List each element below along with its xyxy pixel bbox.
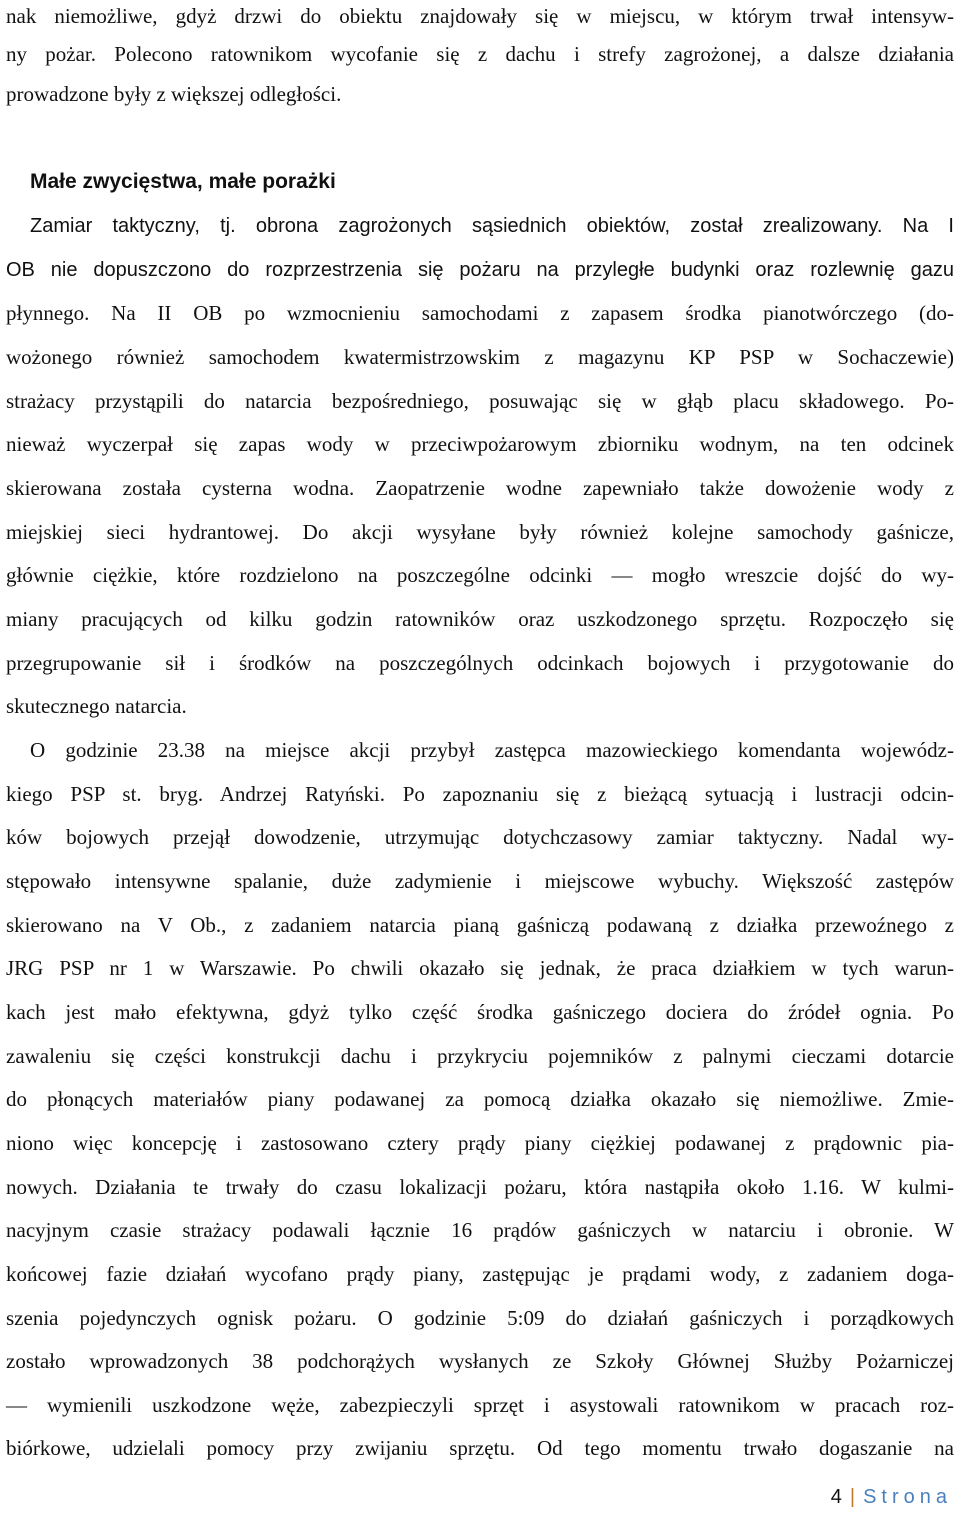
text-line: głównie ciężkie, które rozdzielono na poszczególne odcinki — mogło wreszcie dojść do wy-	[6, 563, 954, 587]
text-line: skutecznego natarcia.	[6, 694, 187, 718]
text-line: — wymienili uszkodzone węże, zabezpieczyli sprzęt i asystowali ratownikom w pracach roz-	[6, 1393, 954, 1417]
text-line: nak niemożliwe, gdyż drzwi do obiektu znajdowały się w miejscu, w którym trwał intensyw-	[6, 4, 954, 28]
text-line: płynnego. Na II OB po wzmocnieniu samochodami z zapasem środka pianotwórczego (do-	[6, 301, 954, 325]
text-line: zostało wprowadzonych 38 podchorążych wysłanych ze Szkoły Głównej Służby Pożarniczej	[6, 1349, 954, 1373]
text-line: biórkowe, udzielali pomocy przy zwijaniu sprzętu. Od tego momentu trwało dogaszanie na	[6, 1436, 954, 1460]
text-line: kiego PSP st. bryg. Andrzej Ratyński. Po zapoznaniu się z bieżącą sytuacją i lustracji odcin-	[6, 782, 954, 806]
text-line: skierowano na V Ob., z zadaniem natarcia pianą gaśniczą podawaną z działka przewoźnego z	[6, 913, 954, 937]
text-line: miejskiej sieci hydrantowej. Do akcji wysyłane były również kolejne samochody gaśnicze,	[6, 520, 954, 544]
text-line: zawaleniu się części konstrukcji dachu i przykryciu pojemników z palnymi cieczami dotarcie	[6, 1044, 954, 1068]
text-line: nacyjnym czasie strażacy podawali łącznie 16 prądów gaśniczych w natarciu i obronie. W	[6, 1218, 954, 1242]
text-line: JRG PSP nr 1 w Warszawie. Po chwili okazało się jednak, że praca działkiem w tych warun-	[6, 956, 954, 980]
text-line: przegrupowanie sił i środków na poszczególnych odcinkach bojowych i przygotowanie do	[6, 651, 954, 675]
section-heading: Małe zwycięstwa, małe porażki	[30, 170, 336, 193]
text-line: strażacy przystąpili do natarcia bezpośredniego, posuwając się w głąb placu składowego. Po-	[6, 389, 954, 413]
footer-separator: |	[849, 1486, 856, 1508]
text-line: OB nie dopuszczono do rozprzestrzenia się pożaru na przyległe budynki oraz rozlewnię gazu	[6, 259, 954, 281]
text-line: ków bojowych przejął dowodzenie, utrzymując dotychczasowy zamiar taktyczny. Nadal wy-	[6, 825, 954, 849]
text-line: O godzinie 23.38 na miejsce akcji przybył zastępca mazowieckiego komendanta wojewódz-	[30, 738, 954, 762]
text-line: stępowało intensywne spalanie, duże zadymienie i miejscowe wybuchy. Większość zastępów	[6, 869, 954, 893]
text-line: kach jest mało efektywna, gdyż tylko część środka gaśniczego dociera do źródeł ognia. Po	[6, 1000, 954, 1024]
text-line: wożonego również samochodem kwatermistrzowskim z magazynu KP PSP w Sochaczewie)	[6, 345, 954, 369]
text-line: szenia pojedynczych ognisk pożaru. O godzinie 5:09 do działań gaśniczych i porządkowych	[6, 1306, 954, 1330]
text-line: nowych. Działania te trwały do czasu lokalizacji pożaru, która nastąpiła około 1.16. W kulmi-	[6, 1175, 954, 1199]
page-footer	[831, 1484, 952, 1510]
text-line: końcowej fazie działań wycofano prądy piany, zastępując je prądami wody, z zadaniem doga-	[6, 1262, 954, 1286]
text-line: Zamiar taktyczny, tj. obrona zagrożonych sąsiednich obiektów, został zrealizowany. Na I	[30, 215, 954, 237]
text-line: niono więc koncepcję i zastosowano cztery prądy piany ciężkiej podawanej z prądownic pia-	[6, 1131, 954, 1155]
text-line: skierowana została cysterna wodna. Zaopatrzenie wodne zapewniało także dowożenie wody z	[6, 476, 954, 500]
text-line: nieważ wyczerpał się zapas wody w przeciwpożarowym zbiorniku wodnym, na ten odcinek	[6, 432, 954, 456]
page-number: 4	[830, 1486, 842, 1508]
page-word: Strona	[863, 1486, 952, 1508]
text-line: prowadzone były z większej odległości.	[6, 82, 342, 106]
text-line: ny pożar. Polecono ratownikom wycofanie się z dachu i strefy zagrożonej, a dalsze działania	[6, 42, 954, 66]
text-line: miany pracujących od kilku godzin ratowników oraz uszkodzonego sprzętu. Rozpoczęło się	[6, 607, 954, 631]
text-line: do płonących materiałów piany podawanej za pomocą działka okazało się niemożliwe. Zmie-	[6, 1087, 954, 1111]
